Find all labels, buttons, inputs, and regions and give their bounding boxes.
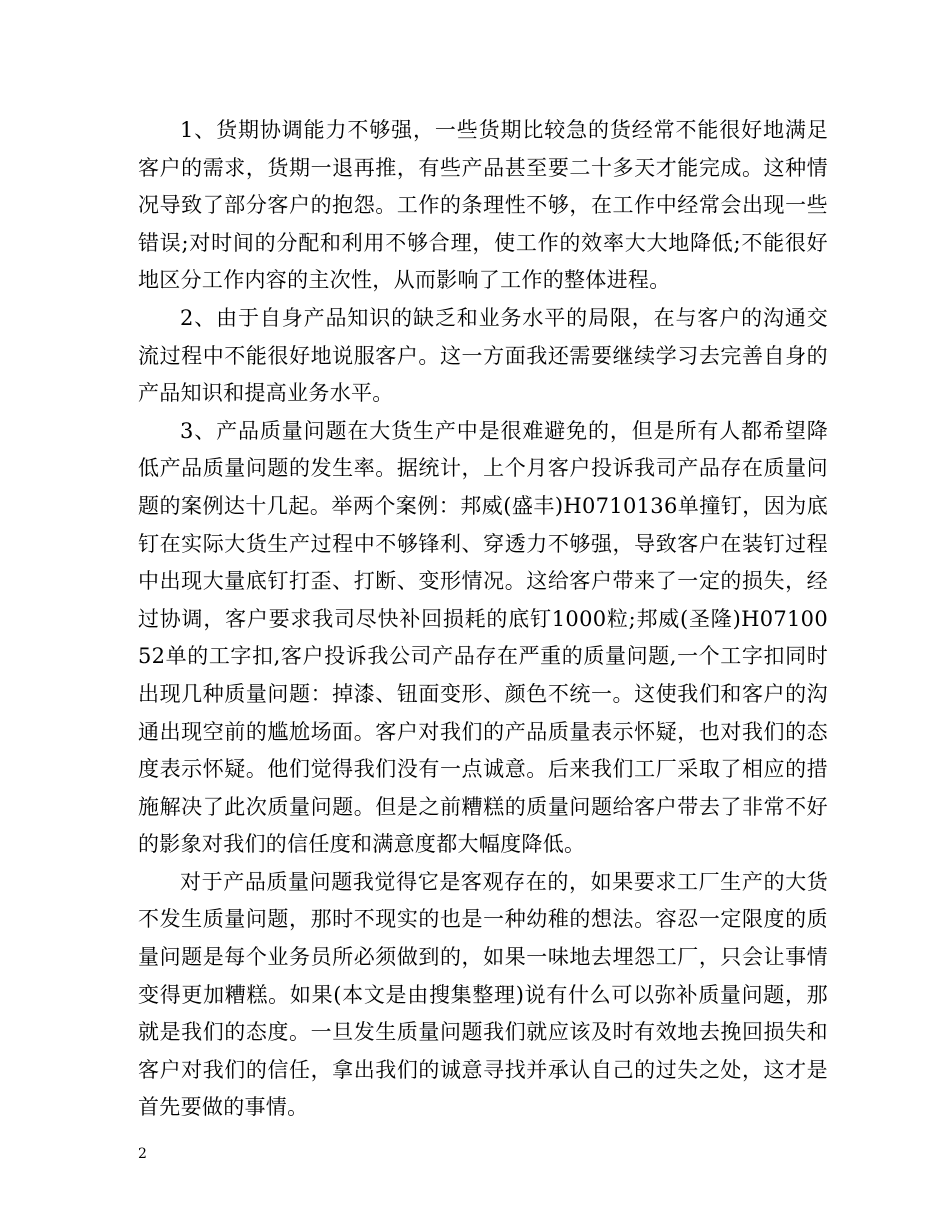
page-number: 2: [138, 1146, 147, 1162]
paragraph-quality-issues: 3、产品质量问题在大货生产中是很难避免的，但是所有人都希望降低产品质量问题的发生率。据统计，上个月客户投诉我司产品存在质量问题的案例达十几起。举两个案例：邦威(盛丰)H0710136单撞钉，因为底钉在实际大货生产过程中不够锋利、穿透力不够强，导致客户在装钉过程中出现大量底钉打歪、打断、变形情况。这给客户带来了一定的损失，经过协调，客户要求我司尽快补回损耗的底钉1000粒;邦威(圣隆)H0710052单的工字扣,客户投诉我公司产品存在严重的质量问题,一个工字扣同时出现几种质量问题：掉漆、钮面变形、颜色不统一。这使我们和客户的沟通出现空前的尴尬场面。客户对我们的产品质量表示怀疑，也对我们的态度表示怀疑。他们觉得我们没有一点诚意。后来我们工厂采取了相应的措施解决了此次质量问题。但是之前糟糕的质量问题给客户带去了非常不好的影象对我们的信任度和满意度都大幅度降低。: [138, 418, 828, 857]
document-body: [138, 112, 828, 1127]
paragraph-product-knowledge: 2、由于自身产品知识的缺乏和业务水平的局限，在与客户的沟通交流过程中不能很好地说服客户。这一方面我还需要继续学习去完善自身的产品知识和提高业务水平。: [138, 305, 828, 406]
paragraph-delivery-coordination: 1、货期协调能力不够强，一些货期比较急的货经常不能很好地满足客户的需求，货期一退再推，有些产品甚至要二十多天才能完成。这种情况导致了部分客户的抱怨。工作的条理性不够，在工作中经常会出现一些错误;对时间的分配和利用不够合理，使工作的效率大大地降低;不能很好地区分工作内容的主次性，从而影响了工作的整体进程。: [138, 118, 828, 293]
paragraph-quality-attitude: 对于产品质量问题我觉得它是客观存在的，如果要求工厂生产的大货不发生质量问题，那时不现实的也是一种幼稚的想法。容忍一定限度的质量问题是每个业务员所必须做到的，如果一味地去埋怨工厂，只会让事情变得更加糟糕。如果(本文是由搜集整理)说有什么可以弥补质量问题，那就是我们的态度。一旦发生质量问题我们就应该及时有效地去挽回损失和客户对我们的信任，拿出我们的诚意寻找并承认自己的过失之处，这才是首先要做的事情。: [138, 869, 828, 1120]
